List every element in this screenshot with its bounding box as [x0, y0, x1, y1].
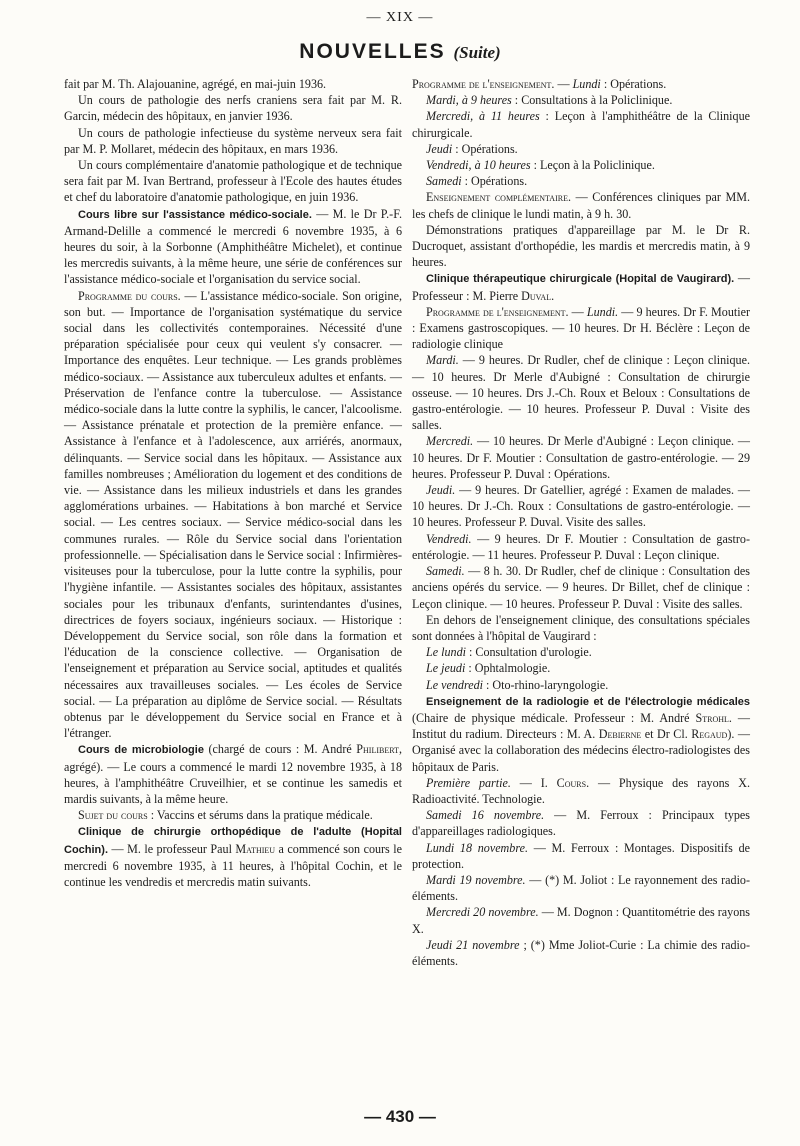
- paragraph: Mercredi 20 novembre. — M. Dognon : Quantitométrie des rayons X.: [412, 905, 750, 936]
- paragraph: Mercredi, à 11 heures : Leçon à l'amphithéâtre de la Clinique chirurgicale.: [412, 109, 750, 140]
- paragraph: Vendredi. — 9 heures. Dr F. Moutier : Consultation de gastro-entérologie. — 11 heures. Professeur P. Duval : Leçon clinique.: [412, 531, 750, 562]
- title-text: NOUVELLES: [299, 40, 446, 63]
- paragraph: Jeudi. — 9 heures. Dr Gatellier, agrégé : Examen de malades. — 10 heures. Dr J.-Ch. Roux : Consultations de gastro-entérologie. — 10 heures. Professeur P. Duval. Visite des salles.: [412, 483, 750, 530]
- paragraph: Enseignement de la radiologie et de l'électrologie médicales (Chaire de physique médicale. Professeur : M. André Strohl. — Institut du radium. Directeurs : M. A. Debierne et Dr Cl. Regaud). — Organisé avec la collaboration des médecins électro-radiologistes des hôpitaux de Paris.: [412, 695, 750, 774]
- heading: Cours libre sur l'assistance médico-sociale.: [78, 208, 312, 221]
- paragraph: Sujet du cours : Vaccins et sérums dans la pratique médicale.: [78, 808, 373, 823]
- paragraph: Samedi : Opérations.: [426, 174, 528, 189]
- heading: Enseignement de la radiologie et de l'électrologie médicales: [426, 695, 750, 708]
- paragraph: Programme de l'enseignement. — Lundi. — 9 heures. Dr F. Moutier : Examens gastroscopiques. — 10 heures. Dr H. Béclère : Leçon de radiologie clinique: [412, 304, 751, 352]
- paragraph: Samedi. — 8 h. 30. Dr Rudler, chef de clinique : Consultation des anciens opérés du service. — 9 heures. Dr Billet, chef de clinique : Leçon clinique. — 10 heures. Professeur P. Duval : Visite des salles.: [412, 564, 750, 611]
- paragraph: Lundi 18 novembre. — M. Ferroux : Montages. Dispositifs de protection.: [412, 840, 750, 871]
- paragraph: fait par M. Th. Alajouanine, agrégé, en mai-juin 1936.: [64, 77, 327, 91]
- heading: Cours de microbiologie: [78, 744, 204, 757]
- paragraph: Vendredi, à 10 heures : Leçon à la Policlinique.: [426, 158, 655, 173]
- paragraph: Mardi, à 9 heures : Consultations à la Policlinique.: [426, 93, 673, 108]
- paragraph: Démonstrations pratiques d'appareillage par M. le Dr R. Ducroquet, assistant d'orthopédie, les mardis et mercredis matin, à 9 heures.: [412, 222, 750, 270]
- heading: Clinique thérapeutique chirurgicale (Hopital de Vaugirard).: [426, 273, 735, 286]
- paragraph: Enseignement complémentaire. — Conférences cliniques par MM. les chefs de clinique le lundi matin, à 9 h. 30.: [412, 190, 750, 221]
- paragraph: En dehors de l'enseignement clinique, des consultations spéciales sont données à l'hôpital de Vaugirard :: [412, 612, 750, 643]
- paragraph: Le lundi : Consultation d'urologie.: [426, 645, 592, 660]
- paragraph: Clinique thérapeutique chirurgicale (Hopital de Vaugirard). — Professeur : M. Pierre Duval.: [412, 271, 750, 303]
- paragraph: Cours de microbiologie (chargé de cours : M. André Philibert, agrégé). — Le cours a commencé le mardi 12 novembre 1935, à 18 heures, à l'amphithéâtre Cruveilhier, et se continue les samedis et mardis suivants, à la même heure.: [64, 742, 402, 806]
- paragraph: Le jeudi : Ophtalmologie.: [426, 661, 551, 676]
- heading: Clinique de chirurgie orthopédique de l'adulte (Hopital Cochin).: [64, 826, 402, 856]
- paragraph: Clinique de chirurgie orthopédique de l'adulte (Hopital Cochin). — M. le professeur Paul Mathieu a commencé son cours le mercredi 6 novembre 1935, à 11 heures, à l'hôpital Cochin, et le continue les vendredis et mercredis matin suivants.: [64, 826, 402, 889]
- paragraph: Cours libre sur l'assistance médico-sociale. — M. le Dr P.-F. Armand-Delille a commencé le mercredi 6 novembre 1935, à 6 heures du soir, à la Sorbonne (Amphithéâtre Michelet), et continue les mercredis suivants, à la même heure, une série de conférences sur l'assistance médico-sociale et l'organisation du service social.: [64, 206, 402, 287]
- roman-page-number: — XIX —: [366, 10, 434, 25]
- paragraph: Programme de l'enseignement. — Lundi : Opérations.: [412, 77, 667, 91]
- paragraph: Jeudi : Opérations.: [426, 141, 518, 156]
- paragraph: Samedi 16 novembre. — M. Ferroux : Principaux types d'appareillages radiologiques.: [412, 808, 750, 839]
- paragraph: Un cours de pathologie infectieuse du système nerveux sera fait par M. P. Mollaret, médecin des hôpitaux, en mars 1936.: [64, 125, 402, 156]
- right-column: [412, 76, 750, 969]
- paragraph: Mercredi. — 10 heures. Dr Merle d'Aubigné : Leçon clinique. — 10 heures. Dr F. Moutier : Consultation de gastro-entérologie. — 29 heures. Professeur P. Duval : Opérations.: [412, 434, 750, 481]
- paragraph: Mardi. — 9 heures. Dr Rudler, chef de clinique : Leçon clinique. — 10 heures. Dr Merle d'Aubigné : Consultation de chirurgie osseuse. — 10 heures. Drs J.-Ch. Roux et Beloux : Consultations de gastro-entérologie. — 10 heures. Professeur P. Duval : Visite des salles.: [412, 353, 750, 433]
- paragraph: Le vendredi : Oto-rhino-laryngologie.: [426, 677, 609, 692]
- left-column: [64, 76, 402, 890]
- paragraph: Un cours de pathologie des nerfs craniens sera fait par M. R. Garcin, médecin des hôpitaux, en janvier 1936.: [64, 93, 402, 124]
- paragraph: Jeudi 21 novembre ; (*) Mme Joliot-Curie : La chimie des radio-éléments.: [412, 937, 750, 968]
- page-number: — 430 —: [364, 1107, 436, 1126]
- title-suite: (Suite): [453, 43, 501, 62]
- paragraph: Mardi 19 novembre. — (*) M. Joliot : Le rayonnement des radio-éléments.: [412, 872, 751, 904]
- paragraph: Première partie. — I. Cours. — Physique des rayons X. Radioactivité. Technologie.: [412, 775, 751, 806]
- paragraph: Un cours complémentaire d'anatomie pathologique et de technique sera fait par M. Ivan Bertrand, professeur à l'Ecole des hautes études et chef du laboratoire d'anatomie pathologique, en juin 1936.: [64, 158, 402, 205]
- paragraph: Programme du cours. — L'assistance médico-sociale. Son origine, son but. — Importance de l'organisation systématique du service social dans les collectivités contemporaines. Nécessité d'une préparation spécialisée pour ceux qui veulent s'y consacrer. — Importance des enquêtes. Leur technique. — Les grands problèmes médico-sociaux. — Assistance aux tuberculeux adultes et enfants. — Préservation de l'enfance contre la tuberculose. — Assistance médico-sociale dans la lutte contre la syphilis, le cancer, l'alcoolisme. — Assistance prénatale et protection de la première enfance. — Assistance à l'enfance et à l'adolescence, aux arriérés, anormaux, délinquants. — Service social dans les hôpitaux. — Assistance aux familles nombreuses ; Amélioration du logement et des conditions de vie. — Assistance dans les milieux industriels et dans les grandes agglomérations urbaines. — Habitations à bon marché et Service social. — Les centres sociaux. — Service médico-social dans les communes rurales. — Rôle du Service social dans l'orientation professionnelle. — Spécialisation dans le Service social : Infirmières-visiteuses pour la tuberculose, pour la lutte contre la syphilis, pour l'hygiène infantile. — Assistantes sociales des hôpitaux, assistantes sociales pour les tribunaux d'enfants, surintendantes d'usines, directrices de foyers sociaux, ingénieurs sociaux. — Historique : Développement du Service social, son rôle dans la formation et l'éducation de la conscience collective. — Organisation de l'enseignement et préparation au Service social, aptitudes et qualités nécessaires aux travailleuses sociales. — Les écoles de Service social. — La préparation au diplôme de Service social. — Résultats obtenus par le développement du Service social en France et à l'étranger.: [64, 288, 402, 741]
- section-title: [0, 40, 800, 64]
